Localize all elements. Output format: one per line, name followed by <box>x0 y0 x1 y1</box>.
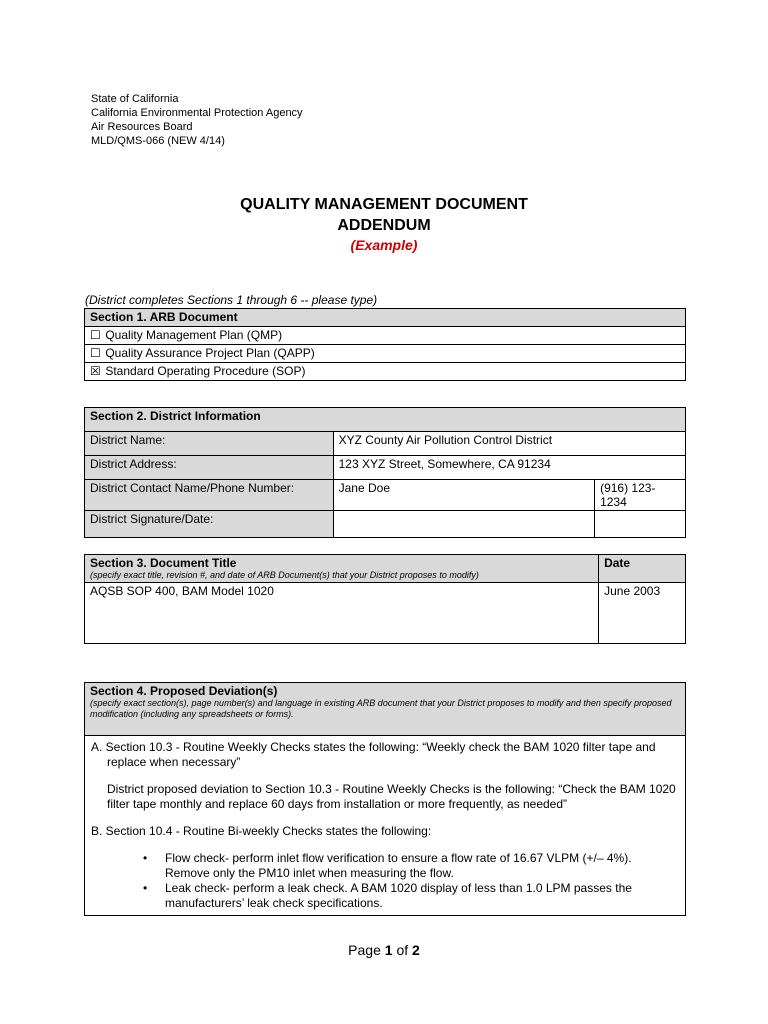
section3-table <box>84 554 686 644</box>
checkbox-icon[interactable]: ☐ <box>90 328 101 342</box>
signature-field[interactable] <box>333 511 594 538</box>
page-prefix: Page <box>348 942 385 958</box>
example-label: (Example) <box>350 237 418 253</box>
page-current: 1 <box>384 942 393 958</box>
option-sop[interactable] <box>85 363 686 381</box>
checked-checkbox-icon[interactable]: ☒ <box>90 364 101 378</box>
document-title <box>0 194 768 254</box>
signature-date-field[interactable] <box>595 511 686 538</box>
district-address-label: District Address: <box>85 456 334 480</box>
title-line-1: QUALITY MANAGEMENT DOCUMENT <box>240 196 528 213</box>
instruction-text: (District completes Sections 1 through 6 -- please type) <box>85 293 378 307</box>
document-title-field[interactable]: AQSB SOP 400, BAM Model 1020 <box>85 583 599 644</box>
header-line-board: Air Resources Board <box>91 121 193 133</box>
option-label: Quality Assurance Project Plan (QAPP) <box>105 346 315 360</box>
bullet-text: Flow check- perform inlet flow verification to ensure a flow rate of 16.67 VLPM (+/– 4%). Remove only the PM10 inlet when measuring the flow. <box>165 851 632 880</box>
option-label: Quality Management Plan (QMP) <box>105 328 283 342</box>
bullet-text: Leak check- perform a leak check. A BAM 1020 display of less than 1.0 LPM passes the manufacturers’ leak check specifications. <box>165 881 632 910</box>
checkbox-icon[interactable]: ☐ <box>90 346 101 360</box>
section1-heading: Section 1. ARB Document <box>85 309 686 327</box>
contact-name-field[interactable]: Jane Doe <box>333 480 594 511</box>
section2-heading: Section 2. District Information <box>85 408 686 432</box>
paragraph-b: B. Section 10.4 - Routine Bi-weekly Checks states the following: <box>91 824 432 838</box>
page-footer <box>0 942 768 958</box>
page-middle: of <box>392 942 413 958</box>
signature-label: District Signature/Date: <box>85 511 334 538</box>
contact-phone-field[interactable]: (916) 123-1234 <box>595 480 686 511</box>
section4-heading: Section 4. Proposed Deviation(s) <box>90 684 278 698</box>
paragraph-a-deviation: District proposed deviation to Section 10.3 - Routine Weekly Checks is the following: “Check the BAM 1020 filter tape monthly and replace 60 days from installation or more frequently, as needed” <box>107 782 676 811</box>
agency-header <box>91 92 303 148</box>
section4-table <box>84 682 686 916</box>
section3-subheading: (specify exact title, revision #, and date of ARB Document(s) that your District proposes to modify) <box>90 570 479 580</box>
section3-heading: Section 3. Document Title <box>90 556 237 570</box>
header-line-form-number: MLD/QMS-066 (NEW 4/14) <box>91 135 225 147</box>
section4-subheading: (specify exact section(s), page number(s) and language in existing ARB document that your District proposes to modify and then specify proposed modification (including any spreadsheets or forms). <box>90 698 672 719</box>
paragraph-a: A. Section 10.3 - Routine Weekly Checks states the following: “Weekly check the BAM 1020 filter tape and replace when necessary” <box>91 740 656 769</box>
option-qapp[interactable] <box>85 345 686 363</box>
option-qmp[interactable] <box>85 327 686 345</box>
date-heading: Date <box>599 555 686 583</box>
list-item <box>143 851 679 881</box>
bullet-icon: • <box>143 851 148 865</box>
district-name-label: District Name: <box>85 432 334 456</box>
district-name-field[interactable]: XYZ County Air Pollution Control District <box>333 432 685 456</box>
district-address-field[interactable]: 123 XYZ Street, Somewhere, CA 91234 <box>333 456 685 480</box>
document-date-field[interactable]: June 2003 <box>599 583 686 644</box>
section3-heading-cell <box>85 555 599 583</box>
deviation-text-field[interactable] <box>85 736 686 916</box>
header-line-agency: California Environmental Protection Agency <box>91 107 303 119</box>
header-line-state: State of California <box>91 93 179 105</box>
title-line-2: ADDENDUM <box>337 217 431 234</box>
section1-table <box>84 308 686 381</box>
section4-heading-cell <box>85 683 686 736</box>
option-label: Standard Operating Procedure (SOP) <box>105 364 306 378</box>
section2-table <box>84 407 686 538</box>
bullet-icon: • <box>143 881 148 895</box>
contact-label: District Contact Name/Phone Number: <box>85 480 334 511</box>
bullet-list <box>91 851 679 911</box>
page-total: 2 <box>412 942 420 958</box>
list-item <box>143 881 679 911</box>
